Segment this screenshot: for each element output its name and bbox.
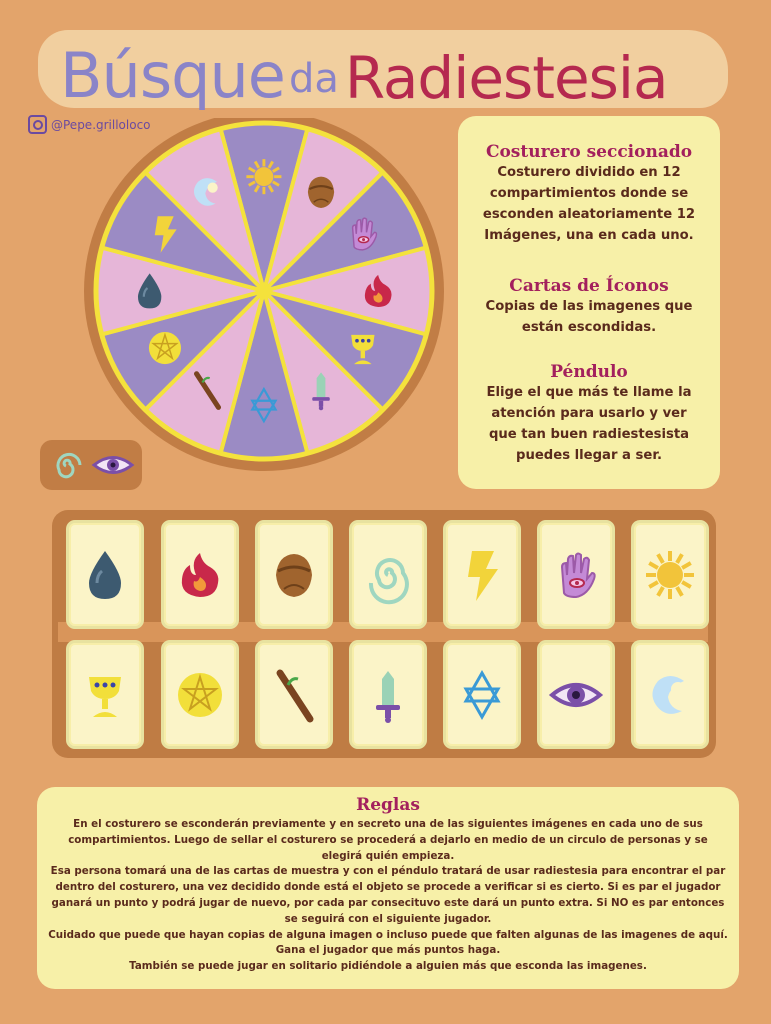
title-part-da: da	[288, 56, 339, 102]
icon-card[interactable]	[255, 640, 333, 749]
rules-title: Reglas	[356, 795, 420, 815]
section-text-costurero: Costurero dividido en 12 compartimientos donde se esconden aleatoriamente 12 Imágenes, una en cada uno.	[482, 165, 696, 243]
eye-pendulum-icon[interactable]	[94, 458, 132, 473]
icon-card[interactable]	[161, 640, 239, 749]
icon-card[interactable]	[66, 640, 144, 749]
icon-card[interactable]	[443, 640, 521, 749]
rules-panel	[37, 787, 739, 989]
rules-paragraph-2: Esa persona tomará una de las cartas de muestra y con el péndulo tratará de usar radiestesia para encontrar el par dentro del costurero, una vez decidido donde está el objeto se procede a verificar si es cierto. Si es par el jugador ganará un punto y podrá jugar de nuevo, por cada par consecituvo este dará un punto extra. Si NO es par entonces se seguirá con el siguiente jugador.	[50, 865, 726, 925]
section-text-cartas: Copias de las imagenes que están escondidas.	[485, 299, 693, 335]
rules-paragraph-5: También se puede jugar en solitario pidiéndole a alguien más que esconda las imagenes.	[129, 960, 647, 973]
section-text-pendulo: Elige el que más te llame la atención para usarlo y ver que tan buen radiestesista puedes llegar a ser.	[486, 385, 692, 463]
section-title-cartas: Cartas de Íconos	[509, 276, 669, 296]
rules-paragraph-4: Gana el jugador que más puntos haga.	[275, 944, 501, 957]
sewing-box-wheel	[78, 118, 450, 490]
pendulum-box	[40, 440, 142, 490]
info-panel	[458, 116, 720, 489]
icon-card[interactable]	[349, 640, 427, 749]
water-drop-icon	[75, 545, 135, 605]
icon-card[interactable]	[443, 520, 521, 629]
section-title-pendulo: Péndulo	[550, 362, 628, 382]
title-part-radiestesia: Radiestesia	[344, 44, 668, 112]
icon-card[interactable]	[631, 520, 709, 629]
spiral-icon	[358, 545, 418, 605]
icon-card[interactable]	[255, 520, 333, 629]
eye-icon	[546, 665, 606, 725]
handle-text: @Pepe.grilloloco	[51, 117, 151, 132]
instagram-icon	[28, 115, 47, 134]
icon-card[interactable]	[631, 640, 709, 749]
moon-icon	[640, 665, 700, 725]
chalice-icon	[75, 665, 135, 725]
section-title-costurero: Costurero seccionado	[485, 142, 693, 162]
icon-cards-tray	[52, 510, 716, 758]
dagger-icon	[358, 665, 418, 725]
flame-icon	[170, 545, 230, 605]
icon-card[interactable]	[349, 520, 427, 629]
acorn-icon	[264, 545, 324, 605]
rules-paragraph-3: Cuidado que puede que hayan copias de alguna imagen o incluso puede que falten algunas de las imagenes de aquí.	[48, 928, 728, 941]
sun-icon	[640, 545, 700, 605]
rules-paragraph-1: En el costurero se esconderán previamente y en secreto una de las siguientes imágenes en cada uno de sus compartimientos. Luego de sellar el costurero se procederá a dejarlo en medio de un circulo de personas y se elegirá quién empieza.	[68, 818, 708, 862]
icon-card[interactable]	[161, 520, 239, 629]
spiral-pendulum-icon[interactable]	[58, 454, 80, 476]
pentacle-icon	[170, 665, 230, 725]
icon-card[interactable]	[537, 640, 615, 749]
hamsa-icon	[546, 545, 606, 605]
star-of-david-icon	[452, 665, 512, 725]
pentacle-icon	[149, 332, 181, 364]
lightning-icon	[452, 545, 512, 605]
wand-icon	[264, 665, 324, 725]
page-title	[60, 22, 720, 112]
title-part-busque: Búsque	[60, 39, 285, 112]
icon-card[interactable]	[66, 520, 144, 629]
icon-card[interactable]	[537, 520, 615, 629]
